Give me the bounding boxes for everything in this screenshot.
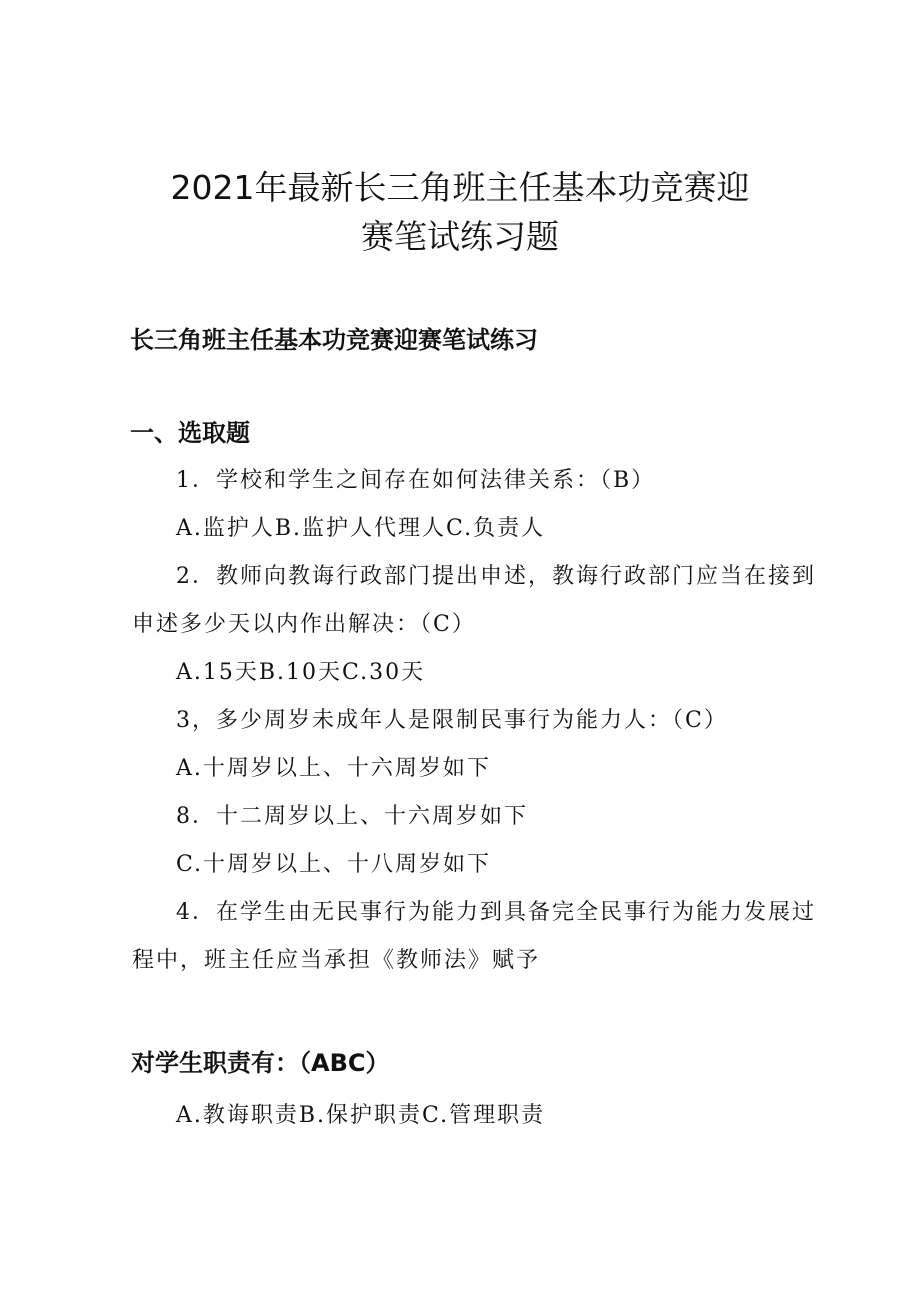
question-3-option-a: A.十周岁以上、十六周岁如下 bbox=[176, 756, 491, 781]
section-heading-choice-questions: 一、选取题 bbox=[130, 419, 250, 447]
question-4-continuation-heading: 对学生职责有：（ABC） bbox=[131, 1049, 390, 1077]
question-3-option-c: C.十周岁以上、十八周岁如下 bbox=[176, 852, 492, 877]
question-4-stem-line-2: 程中，班主任应当承担《教师法》赋予 bbox=[132, 948, 541, 973]
document-subtitle: 长三角班主任基本功竞赛迎赛笔试练习 bbox=[130, 326, 538, 354]
question-4-options: A.教诲职责B.保护职责C.管理职责 bbox=[176, 1103, 546, 1128]
question-3-option-b: 8．十二周岁以上、十六周岁如下 bbox=[176, 804, 528, 829]
question-1-options: A.监护人B.监护人代理人C.负责人 bbox=[176, 516, 546, 541]
question-2-stem-line-1: 2．教师向教诲行政部门提出申述，教诲行政部门应当在接到 bbox=[176, 564, 816, 589]
question-4-stem-line-1: 4．在学生由无民事行为能力到具备完全民事行为能力发展过 bbox=[176, 900, 816, 925]
question-1-stem: 1．学校和学生之间存在如何法律关系：（B） bbox=[176, 468, 656, 493]
question-3-stem: 3，多少周岁未成年人是限制民事行为能力人：（C） bbox=[176, 708, 728, 733]
question-2-options: A.15天B.10天C.30天 bbox=[176, 660, 426, 685]
document-title-line-2: 赛笔试练习题 bbox=[361, 217, 559, 256]
question-2-stem-line-2: 申述多少天以内作出解决：（C） bbox=[132, 612, 476, 637]
document-title-line-1: 2021年最新长三角班主任基本功竞赛迎 bbox=[170, 168, 750, 207]
